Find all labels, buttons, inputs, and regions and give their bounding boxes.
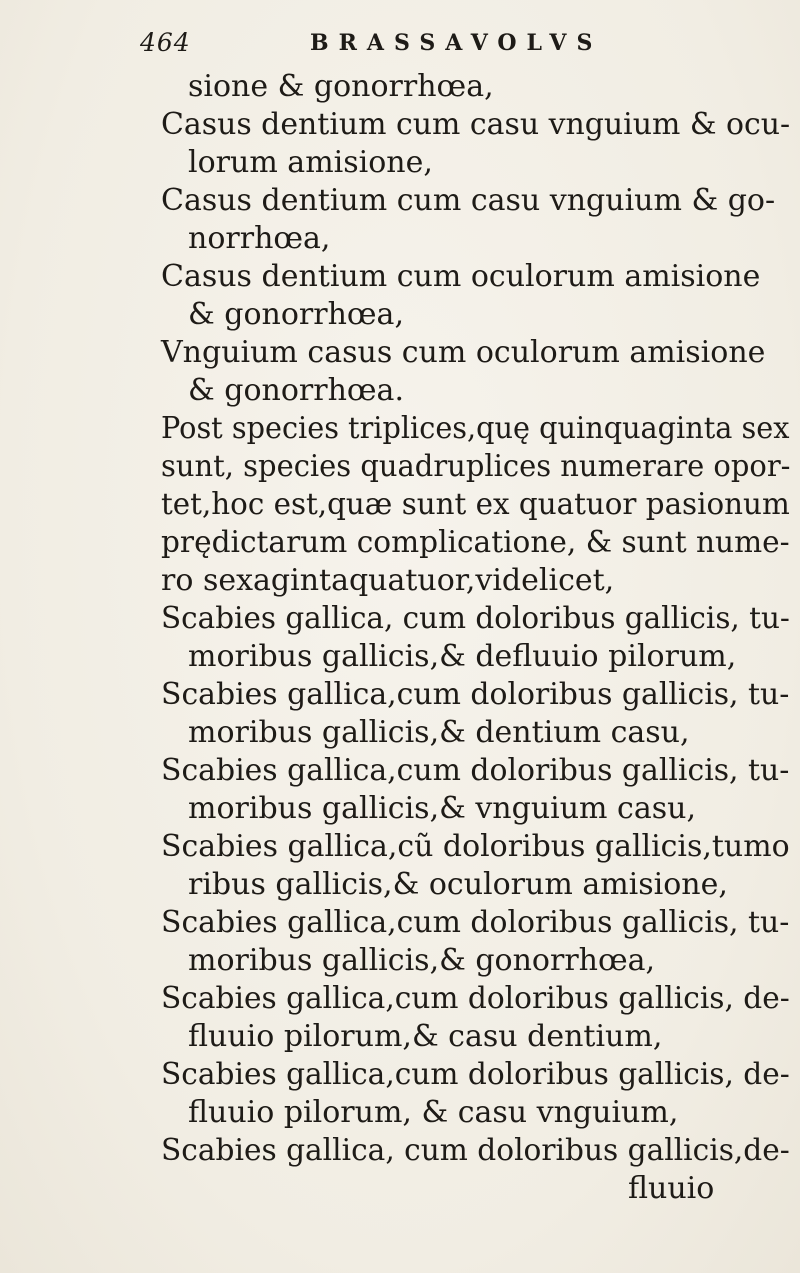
text-line: fluuio pilorum, & casu vnguium, [188,1095,679,1130]
text-line: ro sexagintaquatuor,videlicet, [161,563,615,598]
text-line: Scabies gallica, cum doloribus gallicis,de- [161,1133,790,1168]
text-line: moribus gallicis,& defluuio pilorum, [188,639,737,674]
page-number: 464 [140,28,191,57]
running-head: BRASSAVOLVS [310,30,603,56]
page-header [140,22,660,62]
text-line: Post species triplices,quę quinquaginta sex [161,411,790,446]
text-line: moribus gallicis,& dentium casu, [188,715,690,750]
text-line: Casus dentium cum casu vnguium & ocu- [161,107,791,142]
text-line: sunt, species quadruplices numerare opor- [161,449,791,484]
text-line: sione & gonorrhœa, [188,69,494,104]
text-line: Scabies gallica, cum doloribus gallicis, tu- [161,601,790,636]
text-line: moribus gallicis,& gonorrhœa, [188,943,656,978]
text-line: Scabies gallica,cum doloribus gallicis, tu- [161,677,790,712]
catchword: fluuio [628,1171,715,1206]
text-line: ribus gallicis,& oculorum amisione, [188,867,728,902]
text-line: prędictarum complicatione, & sunt nume- [161,525,790,560]
text-line: Scabies gallica,cum doloribus gallicis, tu- [161,753,790,788]
text-line: Scabies gallica,cum doloribus gallicis, de- [161,1057,790,1092]
text-line: Scabies gallica,cũ doloribus gallicis,tumo [161,829,790,864]
text-line: Casus dentium cum casu vnguium & go- [161,183,776,218]
text-line: Vnguium casus cum oculorum amisione [161,335,766,370]
text-line: Scabies gallica,cum doloribus gallicis, de- [161,981,790,1016]
text-line: fluuio pilorum,& casu dentium, [188,1019,663,1054]
text-line: moribus gallicis,& vnguium casu, [188,791,696,826]
text-line: Scabies gallica,cum doloribus gallicis, tu- [161,905,790,940]
text-line: lorum amisione, [188,145,433,180]
text-line: tet,hoc est,quæ sunt ex quatuor pasionum [161,487,790,522]
text-line: & gonorrhœa, [188,297,404,332]
text-line: Casus dentium cum oculorum amisione [161,259,761,294]
text-line: norrhœa, [188,221,331,256]
text-line: & gonorrhœa. [188,373,404,408]
